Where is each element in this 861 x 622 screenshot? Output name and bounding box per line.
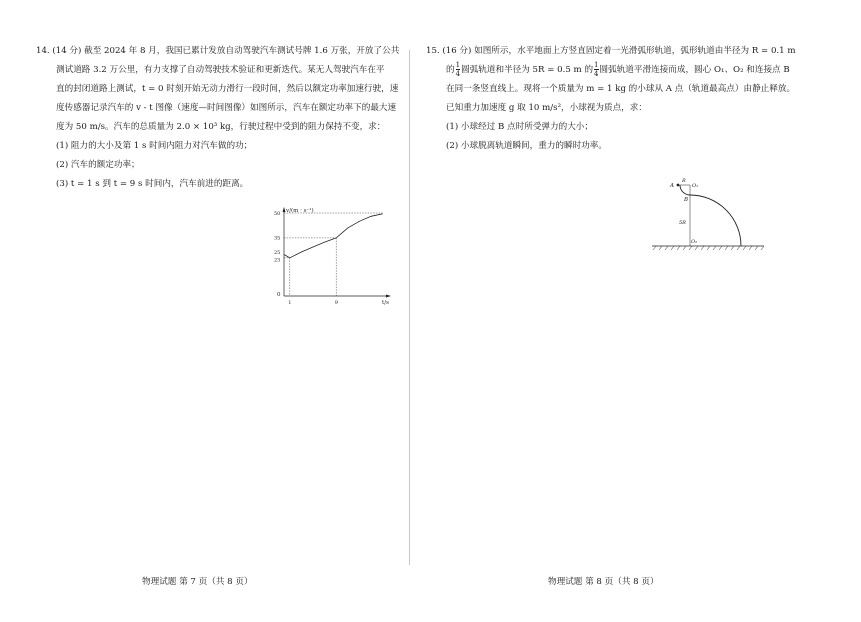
label-O1: O₁ bbox=[692, 183, 699, 189]
dashed-guides bbox=[284, 213, 383, 296]
label-O2: O₂ bbox=[691, 239, 698, 245]
x-axis-arrow bbox=[386, 295, 391, 298]
q15-line-2-mid: 圆弧轨道和半径为 5R = 0.5 m 的 bbox=[461, 65, 594, 75]
q15-line-3: 在同一条竖直线上。现将一个质量为 m = 1 kg 的小球从 A 点（轨道最高点）由静止释放。 bbox=[446, 84, 796, 94]
question-15 bbox=[426, 42, 826, 156]
q14-line-3: 直的封闭道路上测试，t = 0 时刻开始无动力滑行一段时间，然后以额定功率加速行驶，速 bbox=[56, 84, 399, 94]
y-tick-25: 25 bbox=[274, 249, 281, 256]
q15-sub-1: (1) 小球经过 B 点时所受弹力的大小； bbox=[446, 122, 593, 132]
y-axis-label: v/(m · s⁻¹) bbox=[286, 208, 314, 214]
q15-sub-2: (2) 小球脱离轨道瞬间，重力的瞬时功率。 bbox=[446, 141, 607, 151]
q14-line-1: 14. (14 分) 截至 2024 年 8 月，我国已累计发放自动驾驶汽车测试号牌 1.6 万张，开放了公共 bbox=[36, 46, 400, 56]
column-divider bbox=[409, 50, 410, 565]
label-5R: 5R bbox=[679, 220, 686, 226]
y-tick-35: 35 bbox=[274, 235, 281, 242]
track-diagram bbox=[648, 176, 768, 256]
question-14 bbox=[36, 42, 400, 194]
q14-line-5: 度为 50 m/s。汽车的总质量为 2.0 × 10³ kg，行驶过程中受到的阻力保持不变，求： bbox=[56, 122, 386, 132]
label-B: B bbox=[684, 197, 689, 203]
origin-label: 0 bbox=[277, 292, 281, 298]
q15-line-2-post: 圆弧轨道平滑连接而成，圆心 O₁、O₂ 和连接点 B bbox=[599, 65, 790, 75]
y-tick-50: 50 bbox=[274, 210, 281, 217]
fraction-quarter-1: $\frac{1}{4}$ bbox=[455, 61, 461, 78]
q15-line-2 bbox=[426, 61, 826, 80]
y-tick-23: 23 bbox=[274, 257, 281, 264]
q14-sub-2: (2) 汽车的额定功率； bbox=[56, 160, 140, 170]
q15-line-1: 15. (16 分) 如图所示，水平地面上方竖直固定着一光滑弧形轨道，弧形轨道由半径为 R = 0.1 m bbox=[426, 46, 796, 56]
ground-hatch bbox=[653, 246, 764, 250]
ball bbox=[677, 184, 680, 187]
velocity-time-graph bbox=[262, 204, 402, 306]
large-arc-track bbox=[690, 195, 741, 246]
footer-page-8: 物理试题 第 8 页（共 8 页） bbox=[548, 577, 659, 587]
x-tick-9: 9 bbox=[334, 300, 338, 306]
q14-line-2: 测试道路 3.2 万公里，有力支撑了自动驾驶技术验证和更新迭代。某无人驾驶汽车在平 bbox=[56, 65, 385, 75]
fraction-quarter-2: $\frac{1}{4}$ bbox=[594, 61, 599, 78]
q14-sub-1: (1) 阻力的大小及第 1 s 时间内阻力对汽车做的功； bbox=[56, 141, 253, 151]
small-arc-track bbox=[680, 185, 690, 195]
q14-sub-3: (3) t = 1 s 到 t = 9 s 时间内，汽车前进的距离。 bbox=[56, 179, 249, 189]
footer-page-7: 物理试题 第 7 页（共 8 页） bbox=[142, 577, 253, 587]
velocity-curve bbox=[284, 214, 383, 258]
label-R: R bbox=[682, 178, 686, 184]
q15-line-2-pre: 的 bbox=[446, 65, 455, 75]
x-axis-label: t/s bbox=[382, 300, 389, 306]
graph-axes bbox=[283, 207, 392, 298]
label-A: A bbox=[670, 183, 674, 189]
q14-line-4: 度传感器记录汽车的 v - t 图像（速度—时间图像）如图所示，汽车在额定功率下的最大速 bbox=[56, 103, 397, 113]
x-tick-1: 1 bbox=[288, 300, 292, 306]
q15-line-4: 已知重力加速度 g 取 10 m/s²，小球视为质点，求： bbox=[446, 103, 647, 113]
